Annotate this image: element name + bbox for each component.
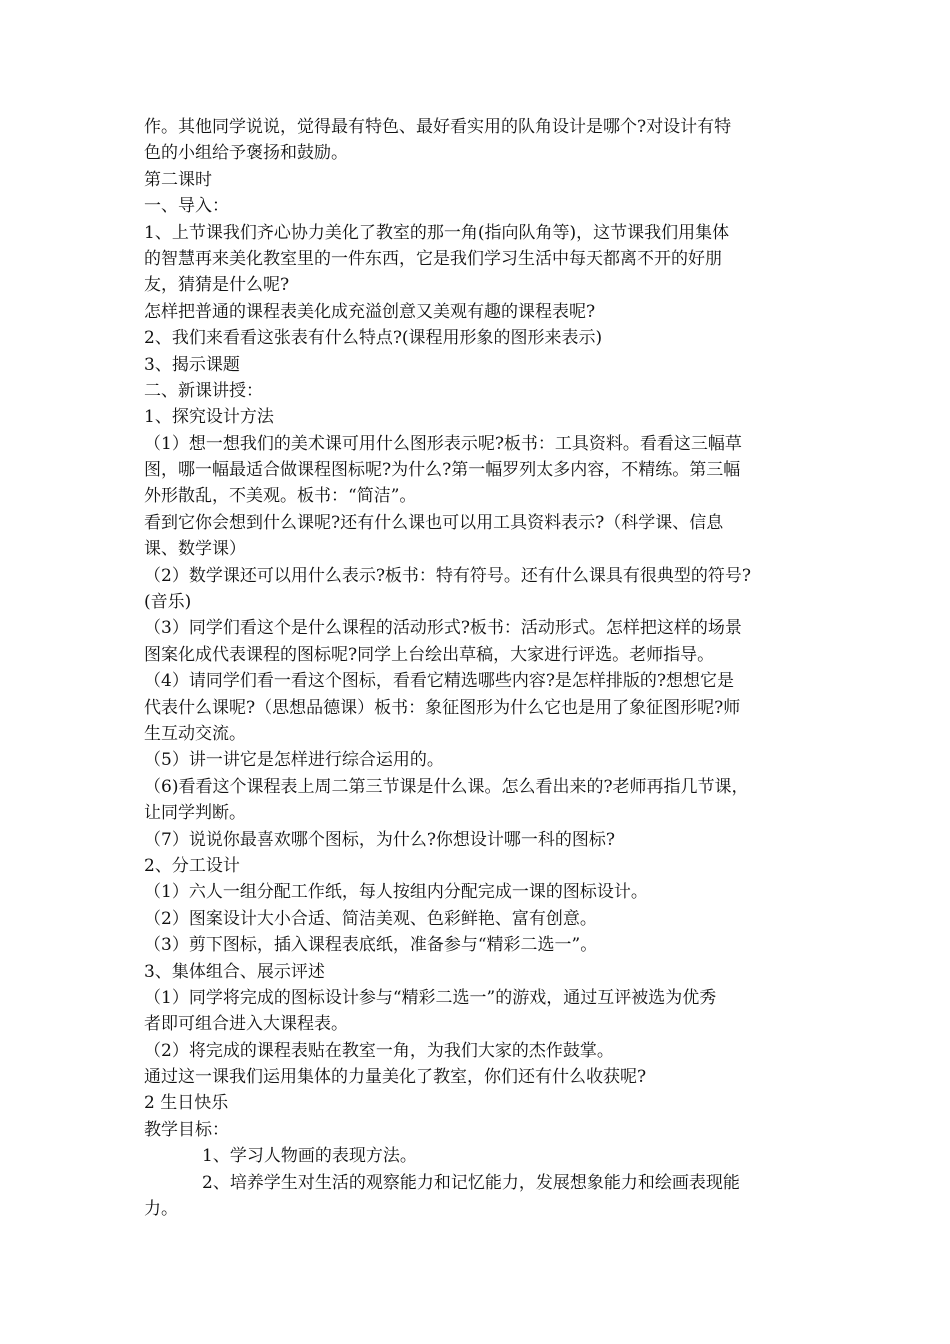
lesson-title: 2 生日快乐: [144, 1093, 229, 1114]
text-line: 力。: [144, 1199, 178, 1220]
section-heading: 第二课时: [144, 169, 212, 190]
text-line: 代表什么课呢?（思想品德课）板书：象征图形为什么它也是用了象征图形呢?师: [144, 697, 741, 718]
text-line: 通过这一课我们运用集体的力量美化了教室，你们还有什么收获呢?: [144, 1067, 647, 1088]
text-line: （2）将完成的课程表贴在教室一角，为我们大家的杰作鼓掌。: [144, 1040, 614, 1061]
text-line: （7）说说你最喜欢哪个图标，为什么?你想设计哪一科的图标?: [144, 829, 616, 850]
text-line: 让同学判断。: [144, 803, 246, 824]
text-line: 1、上节课我们齐心协力美化了教室的那一角(指向队角等)，这节课我们用集体: [144, 222, 730, 243]
text-line: 色的小组给予褒扬和鼓励。: [144, 143, 348, 164]
text-line: （1）六人一组分配工作纸，每人按组内分配完成一课的图标设计。: [144, 882, 648, 903]
text-line: 者即可组合进入大课程表。: [144, 1014, 348, 1035]
text-line: （3）剪下图标，插入课程表底纸，准备参与“精彩二选一”。: [144, 935, 598, 956]
text-line: 的智慧再来美化教室里的一件东西，它是我们学习生活中每天都离不开的好朋: [144, 248, 722, 269]
text-line: 3、揭示课题: [144, 354, 240, 375]
text-line: 1、探究设计方法: [144, 407, 274, 428]
text-line: （4）请同学们看一看这个图标，看看它精选哪些内容?是怎样排版的?想想它是: [144, 671, 735, 692]
text-line: 2、分工设计: [144, 855, 240, 876]
text-line: 课、数学课）: [144, 539, 246, 560]
text-line: （3）同学们看这个是什么课程的活动形式?板书：活动形式。怎样把这样的场景: [144, 618, 742, 639]
text-line: （2）图案设计大小合适、简洁美观、色彩鲜艳、富有创意。: [144, 908, 597, 929]
text-line: 外形散乱，不美观。板书：“简洁”。: [144, 486, 417, 507]
text-line: （2）数学课还可以用什么表示?板书：特有符号。还有什么课具有很典型的符号?: [144, 565, 752, 586]
text-line: 怎样把普通的课程表美化成充溢创意又美观有趣的课程表呢?: [144, 301, 596, 322]
text-line: （6)看看这个课程表上周二第三节课是什么课。怎么看出来的?老师再指几节课，: [144, 776, 749, 797]
section-heading: 一、导入：: [144, 196, 229, 217]
document-body: [144, 114, 814, 1222]
text-line: 生互动交流。: [144, 723, 246, 744]
text-line: 友，猜猜是什么呢?: [144, 275, 290, 296]
text-line: 图案化成代表课程的图标呢?同学上台绘出草稿，大家进行评选。老师指导。: [144, 644, 715, 665]
section-heading: 二、新课讲授：: [144, 380, 263, 401]
text-line: （1）同学将完成的图标设计参与“精彩二选一”的游戏，通过互评被选为优秀: [144, 987, 717, 1008]
text-line: 作。其他同学说说，觉得最有特色、最好看实用的队角设计是哪个?对设计有特: [144, 117, 732, 137]
text-line: 2、我们来看看这张表有什么特点?(课程用形象的图形来表示): [144, 328, 603, 349]
text-line: 看到它你会想到什么课呢?还有什么课也可以用工具资料表示?（科学课、信息: [144, 512, 724, 533]
objective-item: 2、培养学生对生活的观察能力和记忆能力，发展想象能力和绘画表现能: [202, 1172, 740, 1193]
text-line: （1）想一想我们的美术课可用什么图形表示呢?板书：工具资料。看看这三幅草: [144, 433, 742, 454]
text-line: 图，哪一幅最适合做课程图标呢?为什么?第一幅罗列太多内容，不精练。第三幅: [144, 460, 741, 481]
section-heading: 教学目标：: [144, 1119, 229, 1140]
text-line: (音乐): [144, 592, 192, 613]
text-line: 3、集体组合、展示评述: [144, 961, 325, 982]
objective-item: 1、学习人物画的表现方法。: [202, 1146, 417, 1167]
text-line: （5）讲一讲它是怎样进行综合运用的。: [144, 750, 444, 771]
